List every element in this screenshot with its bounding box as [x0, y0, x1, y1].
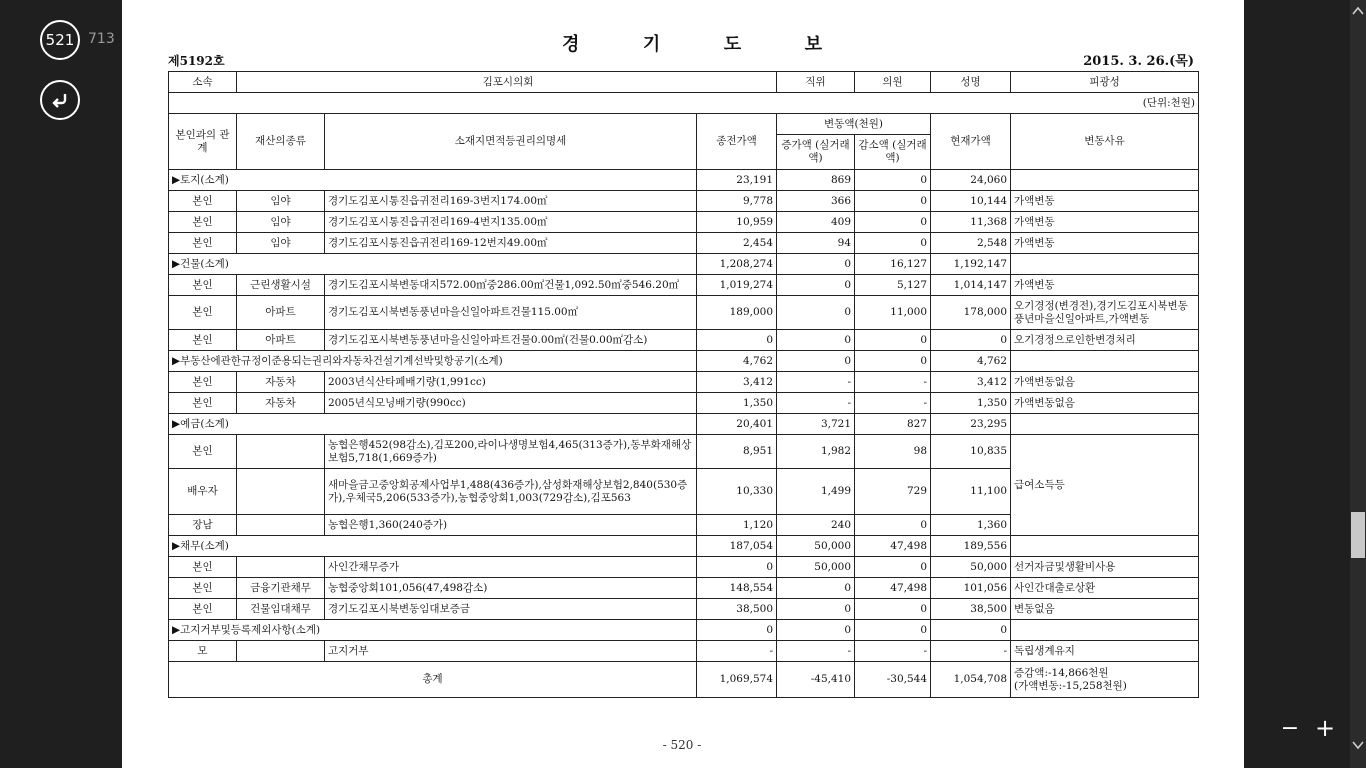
table-row [169, 393, 1199, 414]
prev-value-cell: 20,401 [697, 414, 777, 435]
increase-cell: 0 [777, 578, 855, 599]
table-row [169, 641, 1199, 662]
total-reason-line: (가액변동:-15,258천원) [1014, 679, 1127, 692]
subtotal-label: ▶예금(소계) [169, 414, 697, 435]
current-value-cell: 10,835 [931, 435, 1011, 469]
location-cell: 경기도김포시통진읍귀전리169-4번지135.00㎡ [325, 212, 697, 233]
affiliation-label: 소속 [169, 72, 237, 93]
increase-cell: - [777, 393, 855, 414]
current-value-cell: 11,368 [931, 212, 1011, 233]
decrease-cell: - [855, 641, 931, 662]
increase-cell: 409 [777, 212, 855, 233]
prev-value-cell: 0 [697, 620, 777, 641]
current-page-button[interactable]: 521 [40, 20, 80, 60]
relation-cell: 본인 [169, 275, 237, 296]
prev-value-cell: 1,208,274 [697, 254, 777, 275]
prev-value-cell: 187,054 [697, 536, 777, 557]
table-row [169, 435, 1199, 469]
relation-cell: 본인 [169, 599, 237, 620]
increase-cell: 50,000 [777, 536, 855, 557]
subtotal-row [169, 351, 1199, 372]
table-row [169, 212, 1199, 233]
asset-type-cell: 근린생활시설 [237, 275, 325, 296]
subtotal-row [169, 536, 1199, 557]
increase-cell: - [777, 372, 855, 393]
reason-cell [1011, 414, 1199, 435]
scroll-up-icon[interactable] [1351, 4, 1365, 18]
current-value-cell: 2,548 [931, 233, 1011, 254]
title-char: 보 [804, 34, 822, 55]
asset-disclosure-table [168, 71, 1199, 698]
location-cell: 경기도김포시통진읍귀전리169-3번지174.00㎡ [325, 191, 697, 212]
col-location: 소재지면적등권리의명세 [325, 114, 697, 170]
col-prev-value: 종전가액 [697, 114, 777, 170]
subtotal-label: ▶채무(소계) [169, 536, 697, 557]
current-value-cell: 10,144 [931, 191, 1011, 212]
reason-cell [1011, 536, 1199, 557]
table-row [169, 557, 1199, 578]
reason-cell: 오기경정(변경전),경기도김포시북변동풍년마을신일아파트,가액변동 [1011, 296, 1199, 330]
location-cell: 경기도김포시북변동임대보증금 [325, 599, 697, 620]
zoom-in-button[interactable]: + [1315, 714, 1336, 742]
asset-type-cell: 아파트 [237, 330, 325, 351]
title-char: 기 [642, 34, 661, 55]
relation-cell: 배우자 [169, 469, 237, 515]
relation-cell: 본인 [169, 435, 237, 469]
col-reason: 변동사유 [1011, 114, 1199, 170]
prev-value-cell: - [697, 641, 777, 662]
decrease-cell: 827 [855, 414, 931, 435]
relation-cell: 본인 [169, 296, 237, 330]
asset-type-cell [237, 469, 325, 515]
scrollbar[interactable] [1350, 0, 1366, 768]
reason-cell [1011, 254, 1199, 275]
asset-type-cell: 임야 [237, 212, 325, 233]
current-value-cell: 4,762 [931, 351, 1011, 372]
relation-cell: 본인 [169, 578, 237, 599]
col-decrease: 감소액 (실거래액) [855, 135, 931, 170]
location-cell: 경기도김포시북변동풍년마을신일아파트건물115.00㎡ [325, 296, 697, 330]
decrease-cell: 47,498 [855, 536, 931, 557]
current-value-cell: 11,100 [931, 469, 1011, 515]
prev-value-cell: 10,330 [697, 469, 777, 515]
increase-cell: 0 [777, 330, 855, 351]
relation-cell: 본인 [169, 393, 237, 414]
prev-value-cell: 4,762 [697, 351, 777, 372]
reason-cell: 가액변동없음 [1011, 393, 1199, 414]
relation-cell: 본인 [169, 557, 237, 578]
table-row [169, 372, 1199, 393]
decrease-cell: 0 [855, 212, 931, 233]
current-value-cell: 50,000 [931, 557, 1011, 578]
total-reason-line: 증감액:-14,866천원 [1014, 666, 1109, 679]
unit-row [169, 93, 1199, 114]
scrollbar-thumb[interactable] [1351, 512, 1365, 558]
relation-cell: 모 [169, 641, 237, 662]
back-button[interactable] [40, 80, 80, 120]
total-label: 총계 [169, 662, 697, 698]
table-row [169, 330, 1199, 351]
asset-type-cell: 건물임대채무 [237, 599, 325, 620]
reason-cell: 오기경정으로인한변경처리 [1011, 330, 1199, 351]
location-cell: 새마을금고중앙회공제사업부1,488(436증가),삼성화재해상보험2,840(530증가),우체국5,206(533증가),농협중앙회1,003(729감소),김포563 [325, 469, 697, 515]
decrease-cell: 0 [855, 170, 931, 191]
left-panel [0, 0, 122, 768]
total-reason-cell [1011, 662, 1199, 698]
decrease-cell: 729 [855, 469, 931, 515]
decrease-cell: 98 [855, 435, 931, 469]
relation-cell: 본인 [169, 191, 237, 212]
prev-value-cell: 0 [697, 557, 777, 578]
table-row [169, 233, 1199, 254]
issue-number: 제5192호 [168, 54, 225, 68]
total-decrease-cell: -30,544 [855, 662, 931, 698]
page-footer: - 520 - [662, 738, 702, 752]
increase-cell: 0 [777, 254, 855, 275]
name-cell: 성명 [931, 72, 1011, 93]
increase-cell: 94 [777, 233, 855, 254]
reason-cell: 사인간대출로상환 [1011, 578, 1199, 599]
right-panel [1244, 0, 1350, 768]
increase-cell: 366 [777, 191, 855, 212]
decrease-cell: 0 [855, 191, 931, 212]
reason-cell: 가액변동 [1011, 233, 1199, 254]
decrease-cell: - [855, 393, 931, 414]
increase-cell: 3,721 [777, 414, 855, 435]
subtotal-label: ▶부동산에관한규정이준용되는권리와자동차건설기계선박및항공기(소계) [169, 351, 697, 372]
asset-type-cell [237, 557, 325, 578]
reason-cell: 가액변동 [1011, 275, 1199, 296]
increase-cell: 0 [777, 599, 855, 620]
decrease-cell: 0 [855, 557, 931, 578]
current-value-cell: 0 [931, 620, 1011, 641]
decrease-cell: 0 [855, 330, 931, 351]
decrease-cell: 5,127 [855, 275, 931, 296]
increase-cell: - [777, 641, 855, 662]
relation-cell: 장남 [169, 515, 237, 536]
subtotal-label: ▶토지(소계) [169, 170, 697, 191]
current-value-cell: 23,295 [931, 414, 1011, 435]
prev-value-cell: 8,951 [697, 435, 777, 469]
current-value-cell: - [931, 641, 1011, 662]
decrease-cell: 16,127 [855, 254, 931, 275]
location-cell: 경기도김포시북변동풍년마을신일아파트건물0.00㎡(건물0.00㎡감소) [325, 330, 697, 351]
location-cell: 농협중앙회101,056(47,498감소) [325, 578, 697, 599]
decrease-cell: 0 [855, 233, 931, 254]
relation-cell: 본인 [169, 233, 237, 254]
decrease-cell: 11,000 [855, 296, 931, 330]
asset-type-cell [237, 641, 325, 662]
unit-label: (단위:천원) [169, 93, 1199, 114]
scroll-down-icon[interactable] [1351, 738, 1365, 752]
subtotal-row [169, 254, 1199, 275]
increase-cell: 0 [777, 351, 855, 372]
decrease-cell: 0 [855, 515, 931, 536]
location-cell: 농협은행452(98감소),김포200,라이나생명보험4,465(313증가),동부화재해상보험5,718(1,669증가) [325, 435, 697, 469]
name-value: 피광성 [1011, 72, 1199, 93]
current-value-cell: 189,556 [931, 536, 1011, 557]
subtotal-row [169, 170, 1199, 191]
asset-type-cell: 자동차 [237, 393, 325, 414]
location-cell: 2005년식모닝배기량(990cc) [325, 393, 697, 414]
subtotal-label: ▶고지거부및등록제외사항(소계) [169, 620, 697, 641]
total-increase-cell: -45,410 [777, 662, 855, 698]
current-value-cell: 1,192,147 [931, 254, 1011, 275]
relation-cell: 본인 [169, 212, 237, 233]
prev-value-cell: 1,350 [697, 393, 777, 414]
reason-cell: 가액변동없음 [1011, 372, 1199, 393]
affiliation-value: 김포시의회 [237, 72, 777, 93]
issue-date: 2015. 3. 26.(목) [1083, 54, 1194, 69]
prev-value-cell: 148,554 [697, 578, 777, 599]
relation-cell: 본인 [169, 330, 237, 351]
increase-cell: 240 [777, 515, 855, 536]
reason-cell [1011, 620, 1199, 641]
increase-cell: 1,499 [777, 469, 855, 515]
prev-value-cell: 3,412 [697, 372, 777, 393]
current-value-cell: 178,000 [931, 296, 1011, 330]
table-row [169, 599, 1199, 620]
reason-cell: 독립생계유지 [1011, 641, 1199, 662]
total-prev-cell: 1,069,574 [697, 662, 777, 698]
location-cell: 고지거부 [325, 641, 697, 662]
prev-value-cell: 2,454 [697, 233, 777, 254]
subtotal-row [169, 620, 1199, 641]
current-value-cell: 1,014,147 [931, 275, 1011, 296]
table-row [169, 275, 1199, 296]
prev-value-cell: 1,019,274 [697, 275, 777, 296]
document-page [122, 0, 1244, 768]
subtotal-row [169, 414, 1199, 435]
increase-cell: 0 [777, 296, 855, 330]
table-row [169, 191, 1199, 212]
asset-type-cell: 자동차 [237, 372, 325, 393]
reason-cell: 선거자금및생활비사용 [1011, 557, 1199, 578]
total-row [169, 662, 1199, 698]
increase-cell: 0 [777, 620, 855, 641]
relation-cell: 본인 [169, 372, 237, 393]
asset-type-cell [237, 515, 325, 536]
current-value-cell: 38,500 [931, 599, 1011, 620]
title-char: 도 [723, 34, 742, 55]
reason-cell [1011, 170, 1199, 191]
subtotal-label: ▶건물(소계) [169, 254, 697, 275]
reason-cell: 급여소득등 [1011, 435, 1199, 536]
current-value-cell: 101,056 [931, 578, 1011, 599]
location-cell: 사인간채무증가 [325, 557, 697, 578]
return-arrow-icon [49, 89, 71, 111]
prev-value-cell: 38,500 [697, 599, 777, 620]
current-value-cell: 3,412 [931, 372, 1011, 393]
col-relation: 본인과의 관계 [169, 114, 237, 170]
decrease-cell: 0 [855, 620, 931, 641]
prev-value-cell: 0 [697, 330, 777, 351]
position-value: 의원 [855, 72, 931, 93]
header-row [169, 72, 1199, 93]
asset-type-cell [237, 435, 325, 469]
table-row [169, 578, 1199, 599]
zoom-out-button[interactable]: − [1280, 716, 1300, 741]
current-value-cell: 24,060 [931, 170, 1011, 191]
reason-cell: 변동없음 [1011, 599, 1199, 620]
asset-type-cell: 임야 [237, 233, 325, 254]
decrease-cell: 47,498 [855, 578, 931, 599]
decrease-cell: - [855, 372, 931, 393]
position-label: 직위 [777, 72, 855, 93]
asset-type-cell: 아파트 [237, 296, 325, 330]
prev-value-cell: 10,959 [697, 212, 777, 233]
asset-type-cell: 임야 [237, 191, 325, 212]
total-pages: 713 [88, 31, 115, 47]
location-cell: 2003년식산타페배기량(1,991cc) [325, 372, 697, 393]
column-header-row [169, 114, 1199, 135]
prev-value-cell: 1,120 [697, 515, 777, 536]
total-current-cell: 1,054,708 [931, 662, 1011, 698]
asset-type-cell: 금융기관채무 [237, 578, 325, 599]
increase-cell: 1,982 [777, 435, 855, 469]
reason-cell [1011, 351, 1199, 372]
location-cell: 경기도김포시북변동대지572.00㎡중286.00㎡건물1,092.50㎡중546.20㎡ [325, 275, 697, 296]
prev-value-cell: 189,000 [697, 296, 777, 330]
col-current-value: 현재가액 [931, 114, 1011, 170]
col-change: 변동액(천원) [777, 114, 931, 135]
col-asset-type: 재산의종류 [237, 114, 325, 170]
increase-cell: 0 [777, 275, 855, 296]
decrease-cell: 0 [855, 351, 931, 372]
title-char: 경 [562, 34, 580, 55]
prev-value-cell: 9,778 [697, 191, 777, 212]
reason-cell: 가액변동 [1011, 191, 1199, 212]
current-value-cell: 1,360 [931, 515, 1011, 536]
increase-cell: 869 [777, 170, 855, 191]
decrease-cell: 0 [855, 599, 931, 620]
increase-cell: 50,000 [777, 557, 855, 578]
table-row [169, 296, 1199, 330]
col-increase: 증가액 (실거래액) [777, 135, 855, 170]
reason-cell: 가액변동 [1011, 212, 1199, 233]
current-value-cell: 1,350 [931, 393, 1011, 414]
current-value-cell: 0 [931, 330, 1011, 351]
location-cell: 경기도김포시통진읍귀전리169-12번지49.00㎡ [325, 233, 697, 254]
prev-value-cell: 23,191 [697, 170, 777, 191]
location-cell: 농협은행1,360(240증가) [325, 515, 697, 536]
gazette-title [562, 30, 822, 56]
